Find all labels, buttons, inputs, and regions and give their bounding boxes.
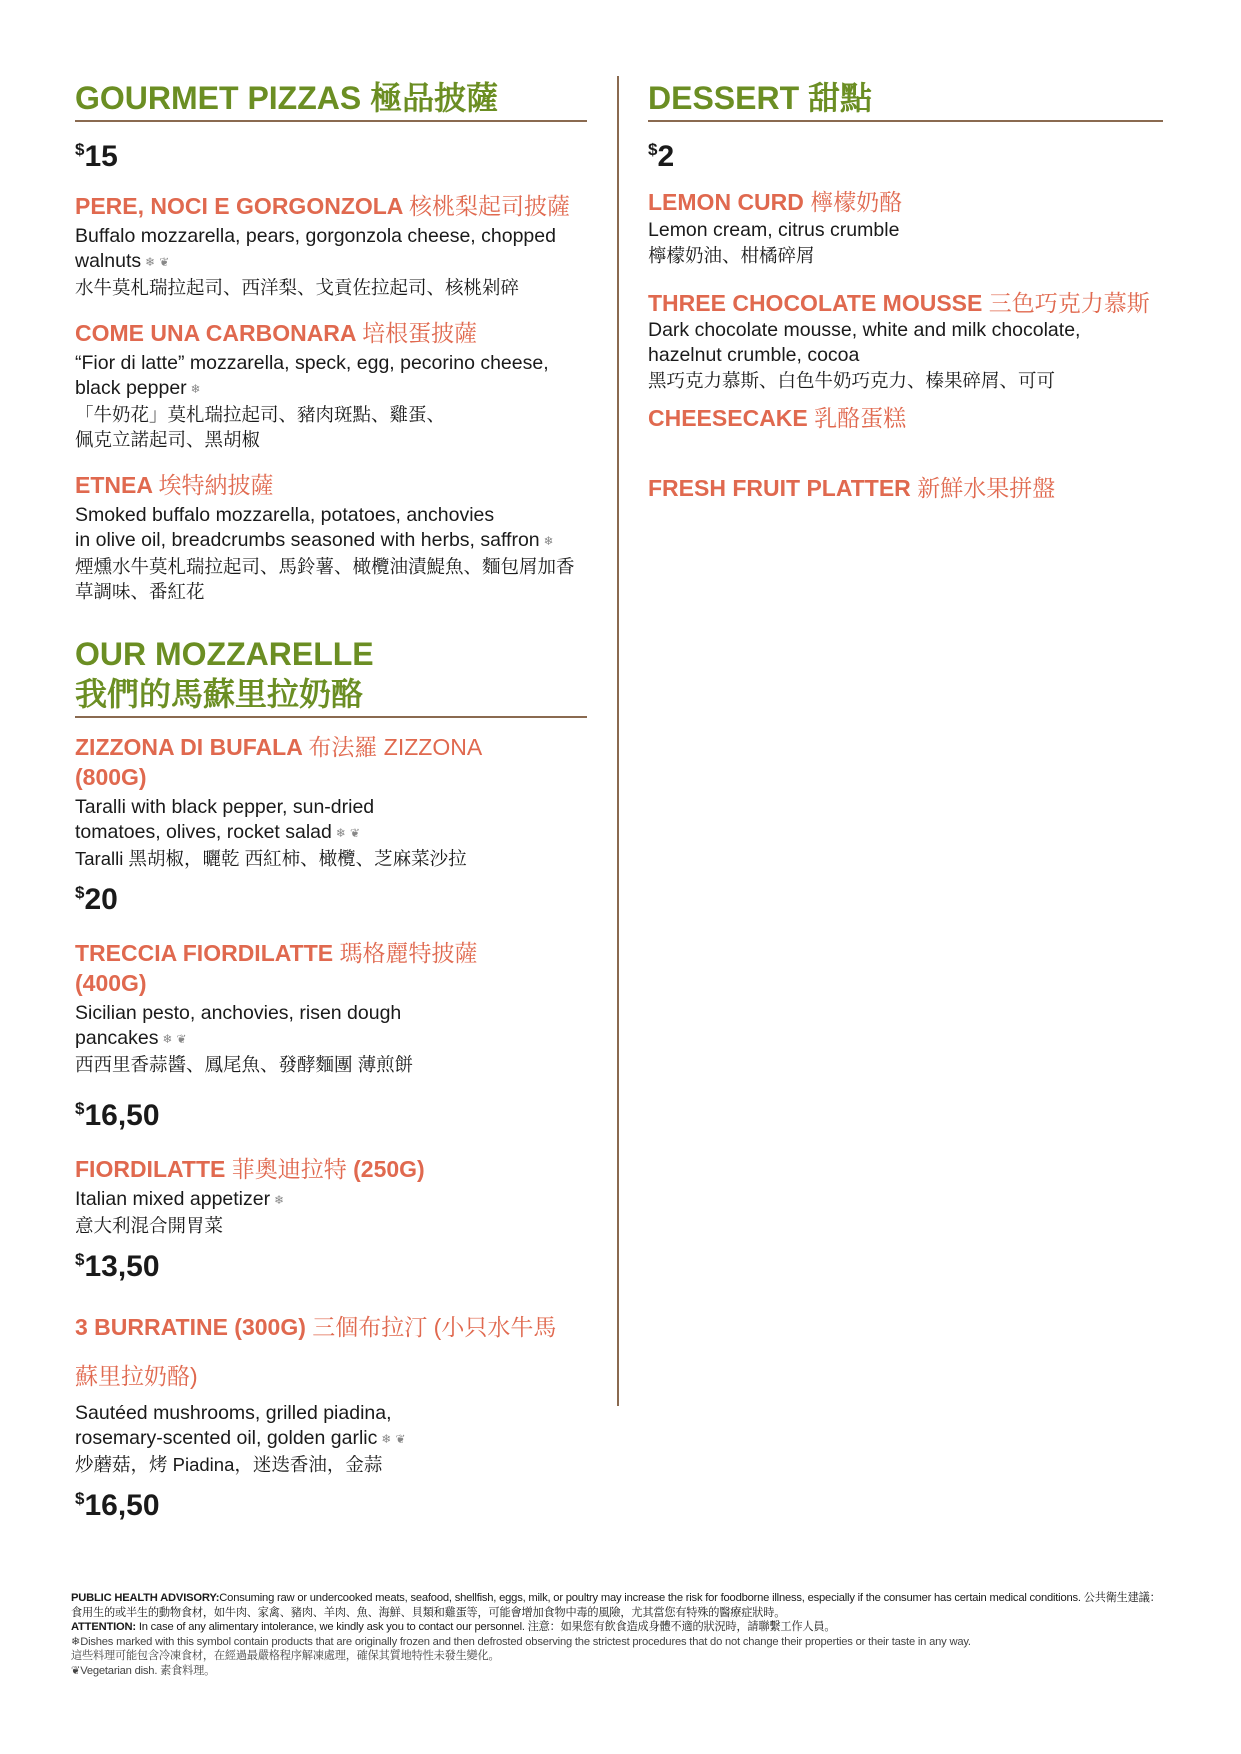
item-desc: Smoked buffalo mozzarella, potatoes, anchovies in olive oil, breadcrumbs seasoned with herbs, saffron ❄ xyxy=(75,504,554,551)
snowflake-icon: ❄ xyxy=(71,1635,81,1648)
item-price: $16,50 xyxy=(75,1099,160,1132)
item-zh-desc: 黑巧克力慕斯、白色牛奶巧克力、榛果碎屑、可可 xyxy=(648,370,1056,391)
item-desc: Lemon cream, citrus crumble xyxy=(648,219,900,241)
snowflake-icon: ❄ xyxy=(543,534,554,548)
menu-item xyxy=(648,288,1163,393)
leaf-icon: ❦ xyxy=(176,1032,187,1046)
item-desc: Taralli with black pepper, sun-dried tomatoes, olives, rocket salad ❄ ❦ xyxy=(75,796,375,843)
item-title: 3 BURRATINE (300G) 三個布拉汀 (小只水牛馬 蘇里拉奶酪) xyxy=(75,1314,557,1389)
menu-item xyxy=(75,318,587,452)
menu-item xyxy=(75,732,587,918)
menu-item xyxy=(648,473,1163,503)
left-column xyxy=(75,78,587,1524)
dessert-title: DESSERT 甜點 xyxy=(648,78,1163,122)
item-desc: Dark chocolate mousse, white and milk chocolate, hazelnut crumble, cocoa xyxy=(648,319,1081,366)
frozen-note: ❄Dishes marked with this symbol contain products that are originally frozen and then defrosted observing the strictest procedures that do not change their properties or their taste in any way. xyxy=(71,1635,971,1648)
menu-item xyxy=(75,938,587,1134)
snowflake-icon: ❄ xyxy=(381,1432,392,1446)
gourmet-price: $15 xyxy=(75,140,118,173)
item-desc: Italian mixed appetizer ❄ xyxy=(75,1188,285,1210)
menu-item xyxy=(75,1154,587,1285)
attention-note: ATTENTION: In case of any alimentary intolerance, we kindly ask you to contact our personnel. 注意：如果您有飲食造成身體不適的狀況時，請聯繫工作人員。 xyxy=(71,1621,836,1633)
item-zh-desc: 煙燻水牛莫札瑞拉起司、馬鈴薯、橄欖油漬鯷魚、麵包屑加香 草調味、番紅花 xyxy=(75,556,575,602)
dessert-price: $2 xyxy=(648,140,675,173)
item-title: COME UNA CARBONARA 培根蛋披薩 xyxy=(75,320,478,346)
leaf-icon: ❦ xyxy=(395,1432,406,1446)
vegetarian-note: ❦Vegetarian dish. 素食料理。 xyxy=(71,1664,216,1677)
column-divider xyxy=(617,76,619,1406)
item-title: PERE, NOCI E GORGONZOLA 核桃梨起司披薩 xyxy=(75,193,570,219)
item-desc: Sicilian pesto, anchovies, risen dough pancakes ❄ ❦ xyxy=(75,1002,402,1049)
item-title: ETNEA 埃特納披薩 xyxy=(75,472,274,498)
leaf-icon: ❦ xyxy=(349,826,360,840)
snowflake-icon: ❄ xyxy=(162,1032,173,1046)
snowflake-icon: ❄ xyxy=(190,382,201,396)
frozen-note-zh: 這些料理可能包含冷凍食材，在經過最嚴格程序解凍處理，確保其質地特性未發生變化。 xyxy=(71,1650,500,1662)
item-desc: Sautéed mushrooms, grilled piadina, rosemary-scented oil, golden garlic ❄ ❦ xyxy=(75,1402,406,1449)
item-zh-desc: 水牛莫札瑞拉起司、西洋梨、戈貢佐拉起司、核桃剁碎 xyxy=(75,277,520,298)
health-advisory: PUBLIC HEALTH ADVISORY:Consuming raw or undercooked meats, seafood, shellfish, eggs, milk, or poultry may increase the risk for foodborne illness, especially if the consumer has certain medical conditions. 公共衛生建議：食用生的或半生的動物食材，如牛肉、家禽、豬肉、羊肉、魚、海鮮、貝類和雞蛋等，可能會增加食物中毒的風險，尤其當您有特殊的醫療症狀時。 xyxy=(71,1592,1161,1619)
menu-item xyxy=(75,470,587,604)
snowflake-icon: ❄ xyxy=(335,826,346,840)
item-price: $20 xyxy=(75,883,118,916)
item-zh-desc: 「牛奶花」莫札瑞拉起司、豬肉斑點、雞蛋、 佩克立諾起司、黑胡椒 xyxy=(75,404,446,450)
item-zh-desc: 西西里香蒜醬、鳳尾魚、發酵麵團 薄煎餅 xyxy=(75,1054,414,1075)
snowflake-icon: ❄ xyxy=(145,255,156,269)
item-title: FRESH FRUIT PLATTER 新鮮水果拼盤 xyxy=(648,475,1056,501)
item-price: $13,50 xyxy=(75,1250,160,1283)
menu-item xyxy=(648,403,1163,433)
item-desc: Buffalo mozzarella, pears, gorgonzola cheese, chopped walnuts ❄ ❦ xyxy=(75,225,556,272)
right-column xyxy=(648,78,1163,503)
menu-item xyxy=(75,1303,587,1524)
item-title: TRECCIA FIORDILATTE 瑪格麗特披薩 (400G) xyxy=(75,940,478,996)
item-zh-desc: 意大利混合開胃菜 xyxy=(75,1215,224,1236)
gourmet-pizzas-title: GOURMET PIZZAS 極品披薩 xyxy=(75,78,587,122)
menu-item xyxy=(75,191,587,300)
item-zh-desc: Taralli 黑胡椒，曬乾 西紅柿、橄欖、芝麻菜沙拉 xyxy=(75,848,467,869)
item-price: $16,50 xyxy=(75,1489,160,1522)
item-title: LEMON CURD 檸檬奶酪 xyxy=(648,189,903,215)
leaf-icon: ❦ xyxy=(71,1664,81,1677)
item-zh-desc: 檸檬奶油、柑橘碎屑 xyxy=(648,245,815,266)
snowflake-icon: ❄ xyxy=(274,1193,285,1207)
mozzarelle-title: OUR MOZZARELLE 我們的馬蘇里拉奶酪 xyxy=(75,634,587,718)
item-title: FIORDILATTE 菲奧迪拉特 (250G) xyxy=(75,1156,425,1182)
leaf-icon: ❦ xyxy=(159,255,170,269)
item-title: CHEESECAKE 乳酪蛋糕 xyxy=(648,405,907,431)
item-title: ZIZZONA DI BUFALA 布法羅 ZIZZONA (800G) xyxy=(75,734,483,790)
item-zh-desc: 炒蘑菇，烤 Piadina，迷迭香油，金蒜 xyxy=(75,1454,383,1475)
item-desc: “Fior di latte” mozzarella, speck, egg, pecorino cheese, black pepper ❄ xyxy=(75,352,549,399)
footer-advisory xyxy=(71,1591,1161,1678)
item-title: THREE CHOCOLATE MOUSSE 三色巧克力慕斯 xyxy=(648,290,1150,316)
menu-item xyxy=(648,187,1163,268)
